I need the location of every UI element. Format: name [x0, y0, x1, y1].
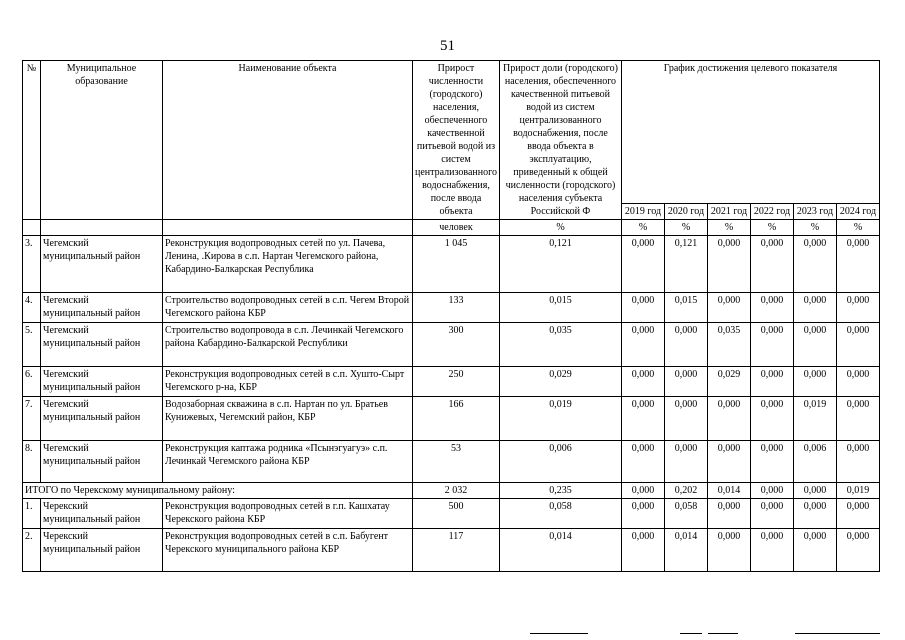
- row-number: 6.: [23, 367, 41, 397]
- row-object: Строительство водопровода в с.п. Лечинкай Чегемского района Кабардино-Балкарской Республики: [163, 323, 413, 367]
- table-row: [23, 529, 880, 572]
- unit-percent: %: [499, 220, 621, 236]
- row-object: Строительство водопроводных сетей в с.п. Чегем Второй Чегемского района КБР: [163, 293, 413, 323]
- header-share-growth: Прирост доли (городского) населения, обеспеченного качественной питьевой водой из систем централизованного водоснабжения, после ввода объекта в эксплуатацию, приведенный к общей численности (городского) населения субъекта Российской Ф: [499, 61, 621, 220]
- total-2020: 0,202: [664, 483, 707, 499]
- header-schedule: График достижения целевого показателя: [621, 61, 879, 204]
- row-2020: 0,000: [664, 367, 707, 397]
- row-number: 5.: [23, 323, 41, 367]
- row-2021: 0,029: [707, 367, 750, 397]
- row-2024: 0,000: [836, 236, 879, 293]
- row-2024: 0,000: [836, 367, 879, 397]
- row-people: 133: [413, 293, 500, 323]
- header-row: [23, 61, 880, 204]
- footer-rule: [680, 633, 702, 634]
- row-2020: 0,000: [664, 323, 707, 367]
- target-indicator-table: [22, 60, 880, 572]
- row-share: 0,058: [499, 499, 621, 529]
- row-2021: 0,000: [707, 293, 750, 323]
- row-2020: 0,000: [664, 441, 707, 483]
- row-2019: 0,000: [621, 397, 664, 441]
- row-2022: 0,000: [750, 323, 793, 367]
- row-municipal: Чегемский муниципальный район: [41, 323, 163, 367]
- row-number: 4.: [23, 293, 41, 323]
- row-number: 1.: [23, 499, 41, 529]
- row-share: 0,015: [499, 293, 621, 323]
- table-row: [23, 293, 880, 323]
- row-municipal: Чегемский муниципальный район: [41, 236, 163, 293]
- row-2021: 0,000: [707, 529, 750, 572]
- row-2024: 0,000: [836, 323, 879, 367]
- row-2020: 0,058: [664, 499, 707, 529]
- row-object: Реконструкция водопроводных сетей в г.п. Кашхатау Черекского района КБР: [163, 499, 413, 529]
- row-2022: 0,000: [750, 367, 793, 397]
- row-2019: 0,000: [621, 367, 664, 397]
- row-2024: 0,000: [836, 499, 879, 529]
- row-2023: 0,000: [793, 367, 836, 397]
- row-2023: 0,000: [793, 529, 836, 572]
- row-2023: 0,000: [793, 236, 836, 293]
- row-municipal: Черекский муниципальный район: [41, 529, 163, 572]
- row-share: 0,019: [499, 397, 621, 441]
- footer-rule: [530, 633, 588, 634]
- total-share: 0,235: [499, 483, 621, 499]
- row-people: 1 045: [413, 236, 500, 293]
- table-row: [23, 236, 880, 293]
- table-row: [23, 323, 880, 367]
- row-2019: 0,000: [621, 236, 664, 293]
- unit-percent: %: [836, 220, 879, 236]
- row-people: 53: [413, 441, 500, 483]
- row-2022: 0,000: [750, 499, 793, 529]
- row-2021: 0,035: [707, 323, 750, 367]
- row-2020: 0,015: [664, 293, 707, 323]
- row-2024: 0,000: [836, 529, 879, 572]
- row-people: 166: [413, 397, 500, 441]
- row-2023: 0,000: [793, 499, 836, 529]
- row-number: 8.: [23, 441, 41, 483]
- total-label: ИТОГО по Черекскому муниципальному району:: [23, 483, 413, 499]
- row-2023: 0,006: [793, 441, 836, 483]
- row-share: 0,029: [499, 367, 621, 397]
- row-municipal: Чегемский муниципальный район: [41, 293, 163, 323]
- table-row: [23, 499, 880, 529]
- row-number: 2.: [23, 529, 41, 572]
- total-2022: 0,000: [750, 483, 793, 499]
- row-2024: 0,000: [836, 293, 879, 323]
- row-object: Реконструкция каптажа родника «Псынэгуагуэ» с.п. Лечинкай Чегемского района КБР: [163, 441, 413, 483]
- row-2020: 0,014: [664, 529, 707, 572]
- row-2020: 0,121: [664, 236, 707, 293]
- total-people: 2 032: [413, 483, 500, 499]
- unit-percent: %: [750, 220, 793, 236]
- unit-percent: %: [707, 220, 750, 236]
- row-2021: 0,000: [707, 441, 750, 483]
- row-2022: 0,000: [750, 293, 793, 323]
- row-2023: 0,000: [793, 293, 836, 323]
- header-year: 2022 год: [750, 204, 793, 220]
- total-2023: 0,000: [793, 483, 836, 499]
- header-year: 2020 год: [664, 204, 707, 220]
- row-municipal: Черекский муниципальный район: [41, 499, 163, 529]
- unit-percent: %: [621, 220, 664, 236]
- row-object: Реконструкция водопроводных сетей в с.п. Бабугент Черекского муниципального района КБР: [163, 529, 413, 572]
- unit-percent: %: [664, 220, 707, 236]
- row-2024: 0,000: [836, 397, 879, 441]
- total-2024: 0,019: [836, 483, 879, 499]
- row-2021: 0,000: [707, 499, 750, 529]
- row-2019: 0,000: [621, 499, 664, 529]
- row-2022: 0,000: [750, 236, 793, 293]
- row-2023: 0,019: [793, 397, 836, 441]
- table-row: [23, 441, 880, 483]
- units-row: [23, 220, 880, 236]
- row-number: 3.: [23, 236, 41, 293]
- unit-percent: %: [793, 220, 836, 236]
- row-2019: 0,000: [621, 323, 664, 367]
- row-2021: 0,000: [707, 397, 750, 441]
- row-object: Реконструкция водопроводных сетей в с.п. Хушто-Сырт Чегемского р-на, КБР: [163, 367, 413, 397]
- row-2019: 0,000: [621, 293, 664, 323]
- header-municipal: Муниципальное образование: [41, 61, 163, 220]
- header-no: №: [23, 61, 41, 220]
- row-2023: 0,000: [793, 323, 836, 367]
- row-people: 300: [413, 323, 500, 367]
- row-2020: 0,000: [664, 397, 707, 441]
- header-year: 2023 год: [793, 204, 836, 220]
- page-number: 51: [440, 38, 455, 54]
- header-year: 2019 год: [621, 204, 664, 220]
- header-object: Наименование объекта: [163, 61, 413, 220]
- total-2021: 0,014: [707, 483, 750, 499]
- row-object: Водозаборная скважина в с.п. Нартан по ул. Братьев Кунижевых, Чегемский район, КБР: [163, 397, 413, 441]
- header-population-growth: Прирост численности (городского) населения, обеспеченного качественной питьевой водой из систем централизованного водоснабжения, после ввода объекта: [413, 61, 500, 220]
- row-share: 0,035: [499, 323, 621, 367]
- row-share: 0,121: [499, 236, 621, 293]
- row-2022: 0,000: [750, 397, 793, 441]
- row-people: 500: [413, 499, 500, 529]
- row-2019: 0,000: [621, 441, 664, 483]
- row-share: 0,006: [499, 441, 621, 483]
- row-people: 250: [413, 367, 500, 397]
- row-share: 0,014: [499, 529, 621, 572]
- footer-rule: [795, 633, 880, 634]
- row-municipal: Чегемский муниципальный район: [41, 397, 163, 441]
- total-2019: 0,000: [621, 483, 664, 499]
- row-2021: 0,000: [707, 236, 750, 293]
- table-row: [23, 397, 880, 441]
- table-row: [23, 367, 880, 397]
- row-2019: 0,000: [621, 529, 664, 572]
- row-municipal: Чегемский муниципальный район: [41, 367, 163, 397]
- footer-rule: [708, 633, 738, 634]
- total-row: [23, 483, 880, 499]
- row-object: Реконструкция водопроводных сетей по ул. Пачева, Ленина, .Кирова в с.п. Нартан Чегемского района, Кабардино-Балкарская Республика: [163, 236, 413, 293]
- row-2022: 0,000: [750, 441, 793, 483]
- row-2024: 0,000: [836, 441, 879, 483]
- row-people: 117: [413, 529, 500, 572]
- row-2022: 0,000: [750, 529, 793, 572]
- header-year: 2021 год: [707, 204, 750, 220]
- header-year: 2024 год: [836, 204, 879, 220]
- row-municipal: Чегемский муниципальный район: [41, 441, 163, 483]
- unit-people: человек: [413, 220, 500, 236]
- row-number: 7.: [23, 397, 41, 441]
